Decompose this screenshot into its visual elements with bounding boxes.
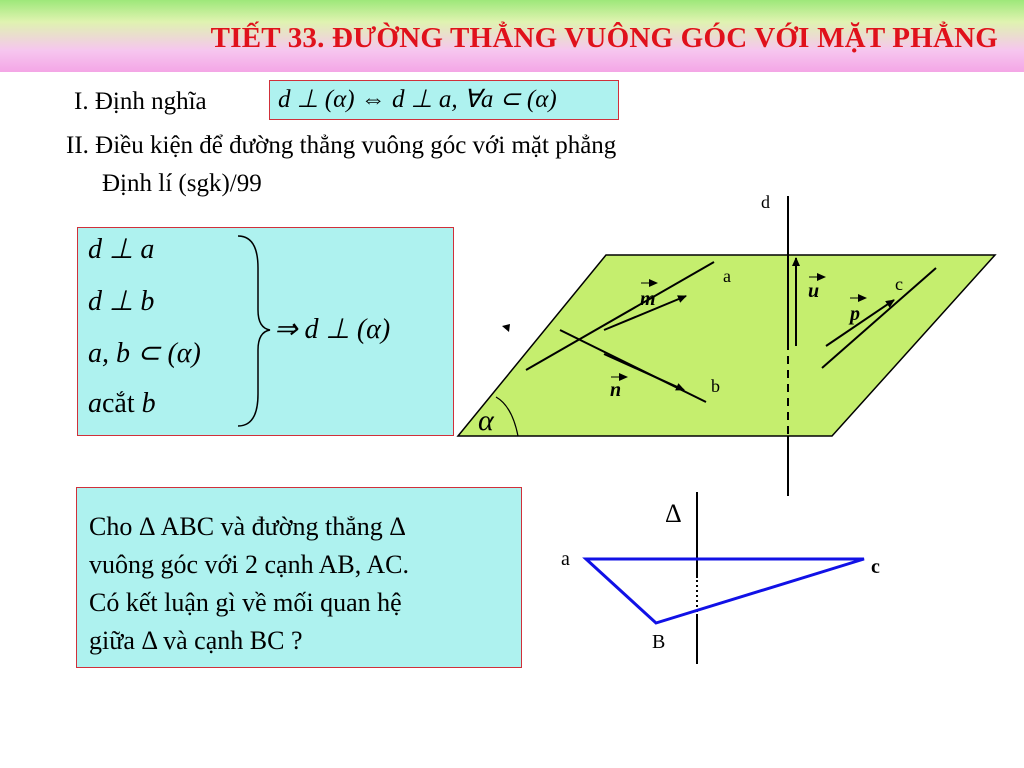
triangle-abc (586, 559, 864, 623)
plane-label: α (478, 404, 494, 437)
condition-line: d ⊥ a (88, 234, 155, 265)
definition-formula: d ⊥ (α) ⇔ d ⊥ a, ∀a ⊂ (α) (278, 86, 557, 113)
question-line: vuông góc với 2 cạnh AB, AC. (89, 550, 409, 579)
condition-var-a: a (88, 388, 102, 419)
question-line: giữa Δ và cạnh BC ? (89, 626, 303, 655)
condition-line: a, b ⊂ (α) (88, 338, 201, 369)
question-line: Có kết luận gì về mối quan hệ (89, 588, 402, 617)
definition-label: I. Định nghĩa (74, 88, 207, 115)
line-c-label: c (895, 274, 903, 294)
conclusion: ⇒ d ⊥ (α) (274, 314, 391, 345)
condition-var-b: b (141, 388, 156, 419)
question-line: Cho Δ ABC và đường thẳng Δ (89, 512, 406, 541)
delta-label: Δ (665, 499, 682, 528)
line-d-label: d (761, 192, 770, 212)
vector-n-label: n (610, 379, 622, 401)
condition-line: d ⊥ b (88, 286, 155, 317)
vector-m-label: m (640, 288, 656, 310)
vector-u-label: u (808, 280, 820, 302)
vertex-a-label: a (561, 548, 570, 570)
vector-p-label: p (850, 303, 860, 325)
line-b-label: b (711, 376, 720, 396)
condition-word-cat: cắt (102, 388, 135, 419)
line-a-label: a (723, 266, 731, 286)
vertex-b-label: B (652, 631, 666, 653)
vertex-c-label: c (871, 556, 880, 578)
theorem-reference: Định lí (sgk)/99 (102, 170, 262, 197)
slide-title: TIẾT 33. ĐƯỜNG THẲNG VUÔNG GÓC VỚI MẶT PHẲNG (210, 22, 998, 54)
section-2-heading: II. Điều kiện để đường thẳng vuông góc với mặt phẳng (66, 132, 617, 159)
